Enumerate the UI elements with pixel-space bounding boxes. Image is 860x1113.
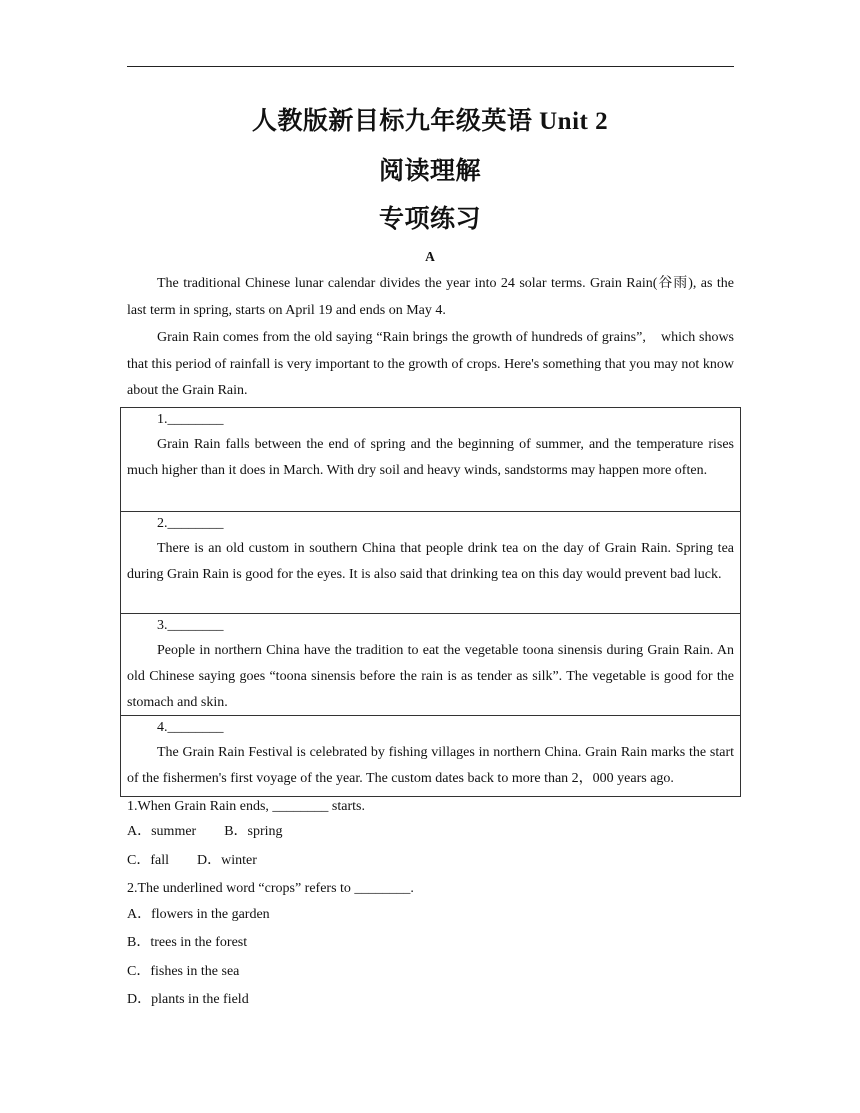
option-b[interactable]: B．spring [224,824,283,839]
question-2-stem: 2.The underlined word “crops” refers to ________. [127,881,414,896]
question-1-options-row-1 [127,822,283,842]
intro-paragraph-1: The traditional Chinese lunar calendar divides the year into 24 solar terms. Grain Rain(谷雨), as the last term in spring, starts on April 19 and ends on May 4. [127,276,734,318]
table-row [121,511,740,613]
row-text: People in northern China have the tradition to eat the vegetable toona sinensis during Grain Rain. An old Chinese saying goes “toona sinensis before the rain is as tender as silk”. The vegetable is good for the stomach and skin. [127,643,734,710]
document-subtitle: 阅读理解 [378,158,481,185]
option-c[interactable]: C．fall [127,853,169,868]
table-row [121,613,740,715]
option-a[interactable]: A．summer [127,824,197,839]
question-1-stem: 1.When Grain Rain ends, ________ starts. [127,799,365,814]
blank-number: 1.________ [157,412,224,427]
table-row [121,408,740,511]
row-text: The Grain Rain Festival is celebrated by fishing villages in northern China. Grain Rain marks the start of the fishermen's first voyage of the year. The custom dates back to more than 2，000 years ago. [127,745,734,786]
row-text: Grain Rain falls between the end of spring and the beginning of summer, and the temperature rises much higher than it does in March. With dry soil and heavy winds, sandstorms may happen more often. [127,437,734,478]
option-c[interactable]: C．fishes in the sea [127,964,240,979]
document-title: 人教版新目标九年级英语 Unit 2 [251,108,609,135]
document-subtitle-2: 专项练习 [378,206,481,233]
option-d[interactable]: D．winter [197,853,257,868]
option-a[interactable]: A．flowers in the garden [127,907,270,922]
passage-table [120,407,741,797]
blank-number: 3.________ [157,618,224,633]
question-1-options-row-2 [127,851,257,871]
header-rule [127,66,734,67]
intro-paragraph-2: Grain Rain comes from the old saying “Rain brings the growth of hundreds of grains”, which shows that this period of rainfall is very important to the growth of crops. Here's something that you may not know about the Grain Rain. [127,330,734,398]
section-label: A [425,249,435,264]
option-b[interactable]: B．trees in the forest [127,935,248,950]
blank-number: 4.________ [157,720,224,735]
table-row [121,715,740,796]
blank-number: 2.________ [157,516,224,531]
row-text: There is an old custom in southern China that people drink tea on the day of Grain Rain. Spring tea during Grain Rain is good for the eyes. It is also said that drinking tea on this day would prevent bad luck. [127,541,734,582]
option-d[interactable]: D．plants in the field [127,992,249,1007]
